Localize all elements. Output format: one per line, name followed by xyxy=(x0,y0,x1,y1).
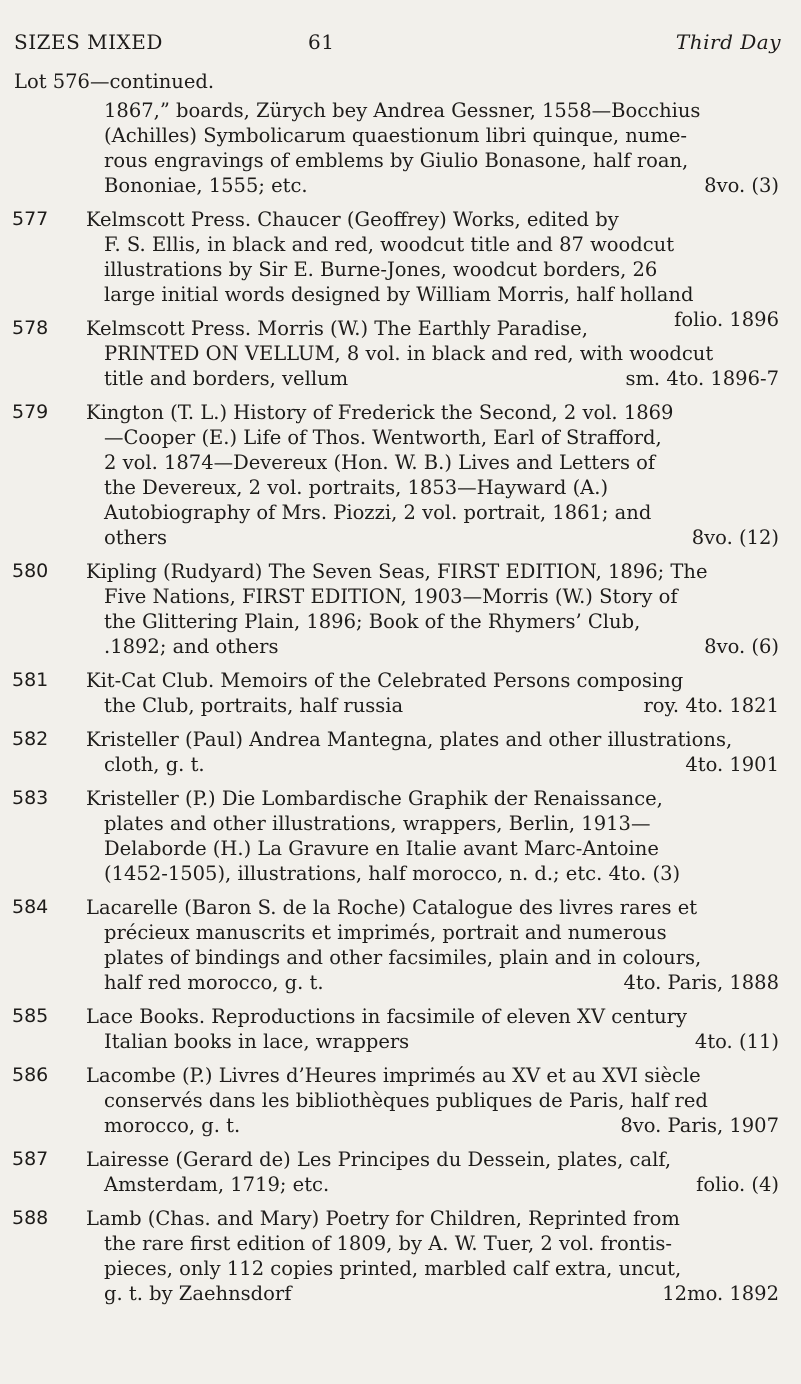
entry-line xyxy=(0,1088,801,1113)
entry-line-text: Kelmscott Press. Chaucer (Geoffrey) Works, edited by xyxy=(86,208,619,231)
entry-line xyxy=(0,1063,801,1088)
entry-line-text: Lamb (Chas. and Mary) Poetry for Children, Reprinted from xyxy=(86,1207,680,1230)
entry-format-date: 8vo. (3) xyxy=(704,174,779,197)
entry-line-text: half red morocco, g. t. xyxy=(104,971,324,994)
entry-line xyxy=(0,1231,801,1256)
lot-entry xyxy=(0,727,801,777)
entry-line xyxy=(0,836,801,861)
entry-line-text: g. t. by Zaehnsdorf xyxy=(104,1282,292,1305)
lot-entry xyxy=(0,895,801,995)
entry-line xyxy=(0,366,801,391)
entry-line xyxy=(0,1113,801,1138)
entry-line-text: Kelmscott Press. Morris (W.) The Earthly Paradise, xyxy=(86,317,588,340)
entry-format-date: 4to. 1901 xyxy=(685,753,779,776)
entry-line xyxy=(0,609,801,634)
entry-line-text: Italian books in lace, wrappers xyxy=(104,1030,410,1053)
entry-line xyxy=(0,475,801,500)
entry-line xyxy=(0,727,801,752)
lot-continued-heading: Lot 576—continued. xyxy=(14,70,215,93)
lot-number: 584 xyxy=(12,896,49,918)
entry-format-date: folio. 1896 xyxy=(674,308,779,331)
entry-line-text: Lacombe (P.) Livres d’Heures imprimés au XV et au XVI siècle xyxy=(86,1064,701,1087)
entry-line-text: large initial words designed by William Morris, half holland xyxy=(104,283,694,306)
lot-entry xyxy=(0,559,801,659)
lot-entry xyxy=(0,668,801,718)
header-day: Third Day xyxy=(675,30,781,54)
entry-line-text: Kristeller (P.) Die Lombardische Graphik der Renaissance, xyxy=(86,787,663,810)
entry-format-date: sm. 4to. 1896-7 xyxy=(625,367,779,390)
entry-line-text: title and borders, vellum xyxy=(104,367,349,390)
entry-line-text: the Devereux, 2 vol. portraits, 1853—Hayward (A.) xyxy=(104,476,609,499)
entry-line xyxy=(0,500,801,525)
lot-number: 582 xyxy=(12,728,49,750)
entry-line xyxy=(0,257,801,282)
entry-line-text: .1892; and others xyxy=(104,635,279,658)
lot-number: 579 xyxy=(12,401,49,423)
entry-line xyxy=(0,895,801,920)
lot-number: 581 xyxy=(12,669,49,691)
entry-line xyxy=(0,668,801,693)
entry-line xyxy=(0,920,801,945)
entry-line-text: the rare first edition of 1809, by A. W. Tuer, 2 vol. frontis- xyxy=(104,1232,672,1255)
entry-line-text: (Achilles) Symbolicarum quaestionum libri quinque, nume- xyxy=(104,124,688,147)
entry-line xyxy=(0,400,801,425)
entry-line-text: Lacarelle (Baron S. de la Roche) Catalogue des livres rares et xyxy=(86,896,698,919)
lot-entry xyxy=(0,1206,801,1306)
entry-line xyxy=(0,425,801,450)
running-header xyxy=(14,30,781,58)
entry-line xyxy=(0,1206,801,1231)
entry-line-text: Bononiae, 1555; etc. xyxy=(104,174,308,197)
entry-line xyxy=(0,207,801,232)
entry-line-text: Kit-Cat Club. Memoirs of the Celebrated Persons composing xyxy=(86,669,684,692)
entry-line-text: Autobiography of Mrs. Piozzi, 2 vol. portrait, 1861; and xyxy=(104,501,652,524)
lot-number: 578 xyxy=(12,317,49,339)
lot-number: 577 xyxy=(12,208,49,230)
entry-format-date: 4to. Paris, 1888 xyxy=(623,971,779,994)
lot-number: 588 xyxy=(12,1207,49,1229)
entry-line-text: Kington (T. L.) History of Frederick the Second, 2 vol. 1869 xyxy=(86,401,674,424)
entry-line-text: morocco, g. t. xyxy=(104,1114,241,1137)
entry-line-text: Five Nations, FIRST EDITION, 1903—Morris (W.) Story of xyxy=(104,585,678,608)
entry-line-text: illustrations by Sir E. Burne-Jones, woodcut borders, 26 xyxy=(104,258,658,281)
entry-line xyxy=(0,525,801,550)
entry-line xyxy=(0,811,801,836)
entry-line xyxy=(0,634,801,659)
entry-line-text: plates and other illustrations, wrappers, Berlin, 1913— xyxy=(104,812,651,835)
entry-line xyxy=(0,148,801,173)
lot-entries xyxy=(0,98,801,1315)
entry-line-text: the Glittering Plain, 1896; Book of the Rhymers’ Club, xyxy=(104,610,641,633)
entry-line-text: PRINTED ON VELLUM, 8 vol. in black and red, with woodcut xyxy=(104,342,714,365)
entry-line-text: the Club, portraits, half russia xyxy=(104,694,404,717)
entry-line xyxy=(0,450,801,475)
lot-number: 586 xyxy=(12,1064,49,1086)
entry-line-text: rous engravings of emblems by Giulio Bonasone, half roan, xyxy=(104,149,689,172)
entry-line xyxy=(0,1029,801,1054)
entry-format-date: 4to. (11) xyxy=(694,1030,779,1053)
entry-line-text: —Cooper (E.) Life of Thos. Wentworth, Earl of Strafford, xyxy=(104,426,662,449)
entry-format-date: roy. 4to. 1821 xyxy=(643,694,779,717)
entry-line-text: pieces, only 112 copies printed, marbled calf extra, uncut, xyxy=(104,1257,682,1280)
page-number: 61 xyxy=(308,30,335,54)
entry-line-text: Kristeller (Paul) Andrea Mantegna, plates and other illustrations, xyxy=(86,728,733,751)
entry-format-date: 8vo. (6) xyxy=(704,635,779,658)
entry-line-text: F. S. Ellis, in black and red, woodcut title and 87 woodcut xyxy=(104,233,675,256)
entry-line-text: Kipling (Rudyard) The Seven Seas, FIRST EDITION, 1896; The xyxy=(86,560,708,583)
entry-line xyxy=(0,970,801,995)
entry-line xyxy=(0,123,801,148)
entry-line-text: Lairesse (Gerard de) Les Principes du Dessein, plates, calf, xyxy=(86,1148,672,1171)
entry-line xyxy=(0,752,801,777)
entry-line-text: (1452-1505), illustrations, half morocco, n. d.; etc. 4to. (3) xyxy=(104,862,681,885)
entry-line-text: others xyxy=(104,526,168,549)
entry-line xyxy=(0,559,801,584)
lot-number: 587 xyxy=(12,1148,49,1170)
entry-line xyxy=(0,1004,801,1029)
entry-line xyxy=(0,786,801,811)
lot-entry xyxy=(0,316,801,391)
entry-line xyxy=(0,861,801,886)
entry-line-text: précieux manuscrits et imprimés, portrait and numerous xyxy=(104,921,667,944)
lot-entry xyxy=(0,1004,801,1054)
entry-line-text: cloth, g. t. xyxy=(104,753,205,776)
entry-line xyxy=(0,1147,801,1172)
entry-line xyxy=(0,1281,801,1306)
entry-line xyxy=(0,98,801,123)
entry-line-text: Lace Books. Reproductions in facsimile of eleven XV century xyxy=(86,1005,687,1028)
lot-number: 583 xyxy=(12,787,49,809)
lot-entry xyxy=(0,400,801,550)
entry-format-date: 8vo. (12) xyxy=(691,526,779,549)
lot-entry xyxy=(0,1063,801,1138)
entry-line-text: Amsterdam, 1719; etc. xyxy=(104,1173,330,1196)
entry-line xyxy=(0,282,801,307)
lot-number: 585 xyxy=(12,1005,49,1027)
entry-line xyxy=(0,1172,801,1197)
entry-line xyxy=(0,1256,801,1281)
entry-line xyxy=(0,341,801,366)
entry-format-date: 8vo. Paris, 1907 xyxy=(620,1114,779,1137)
entry-line-text: 2 vol. 1874—Devereux (Hon. W. B.) Lives and Letters of xyxy=(104,451,656,474)
lot-entry xyxy=(0,1147,801,1197)
entry-line xyxy=(0,693,801,718)
entry-line xyxy=(0,173,801,198)
entry-line xyxy=(0,945,801,970)
lot-entry xyxy=(0,786,801,886)
entry-line-text: plates of bindings and other facsimiles, plain and in colours, xyxy=(104,946,702,969)
entry-line-text: Delaborde (H.) La Gravure en Italie avant Marc-Antoine xyxy=(104,837,659,860)
entry-line xyxy=(0,316,801,341)
entry-line-text: conservés dans les bibliothèques publiques de Paris, half red xyxy=(104,1089,708,1112)
lot-number: 580 xyxy=(12,560,49,582)
entry-line xyxy=(0,232,801,257)
entry-line xyxy=(0,584,801,609)
entry-format-date: folio. (4) xyxy=(696,1173,779,1196)
entry-line-text: 1867,” boards, Zürych bey Andrea Gessner, 1558—Bocchius xyxy=(104,99,701,122)
entry-format-date: 12mo. 1892 xyxy=(662,1282,779,1305)
header-section-title: SIZES MIXED xyxy=(14,30,163,54)
lot-entry xyxy=(0,98,801,198)
